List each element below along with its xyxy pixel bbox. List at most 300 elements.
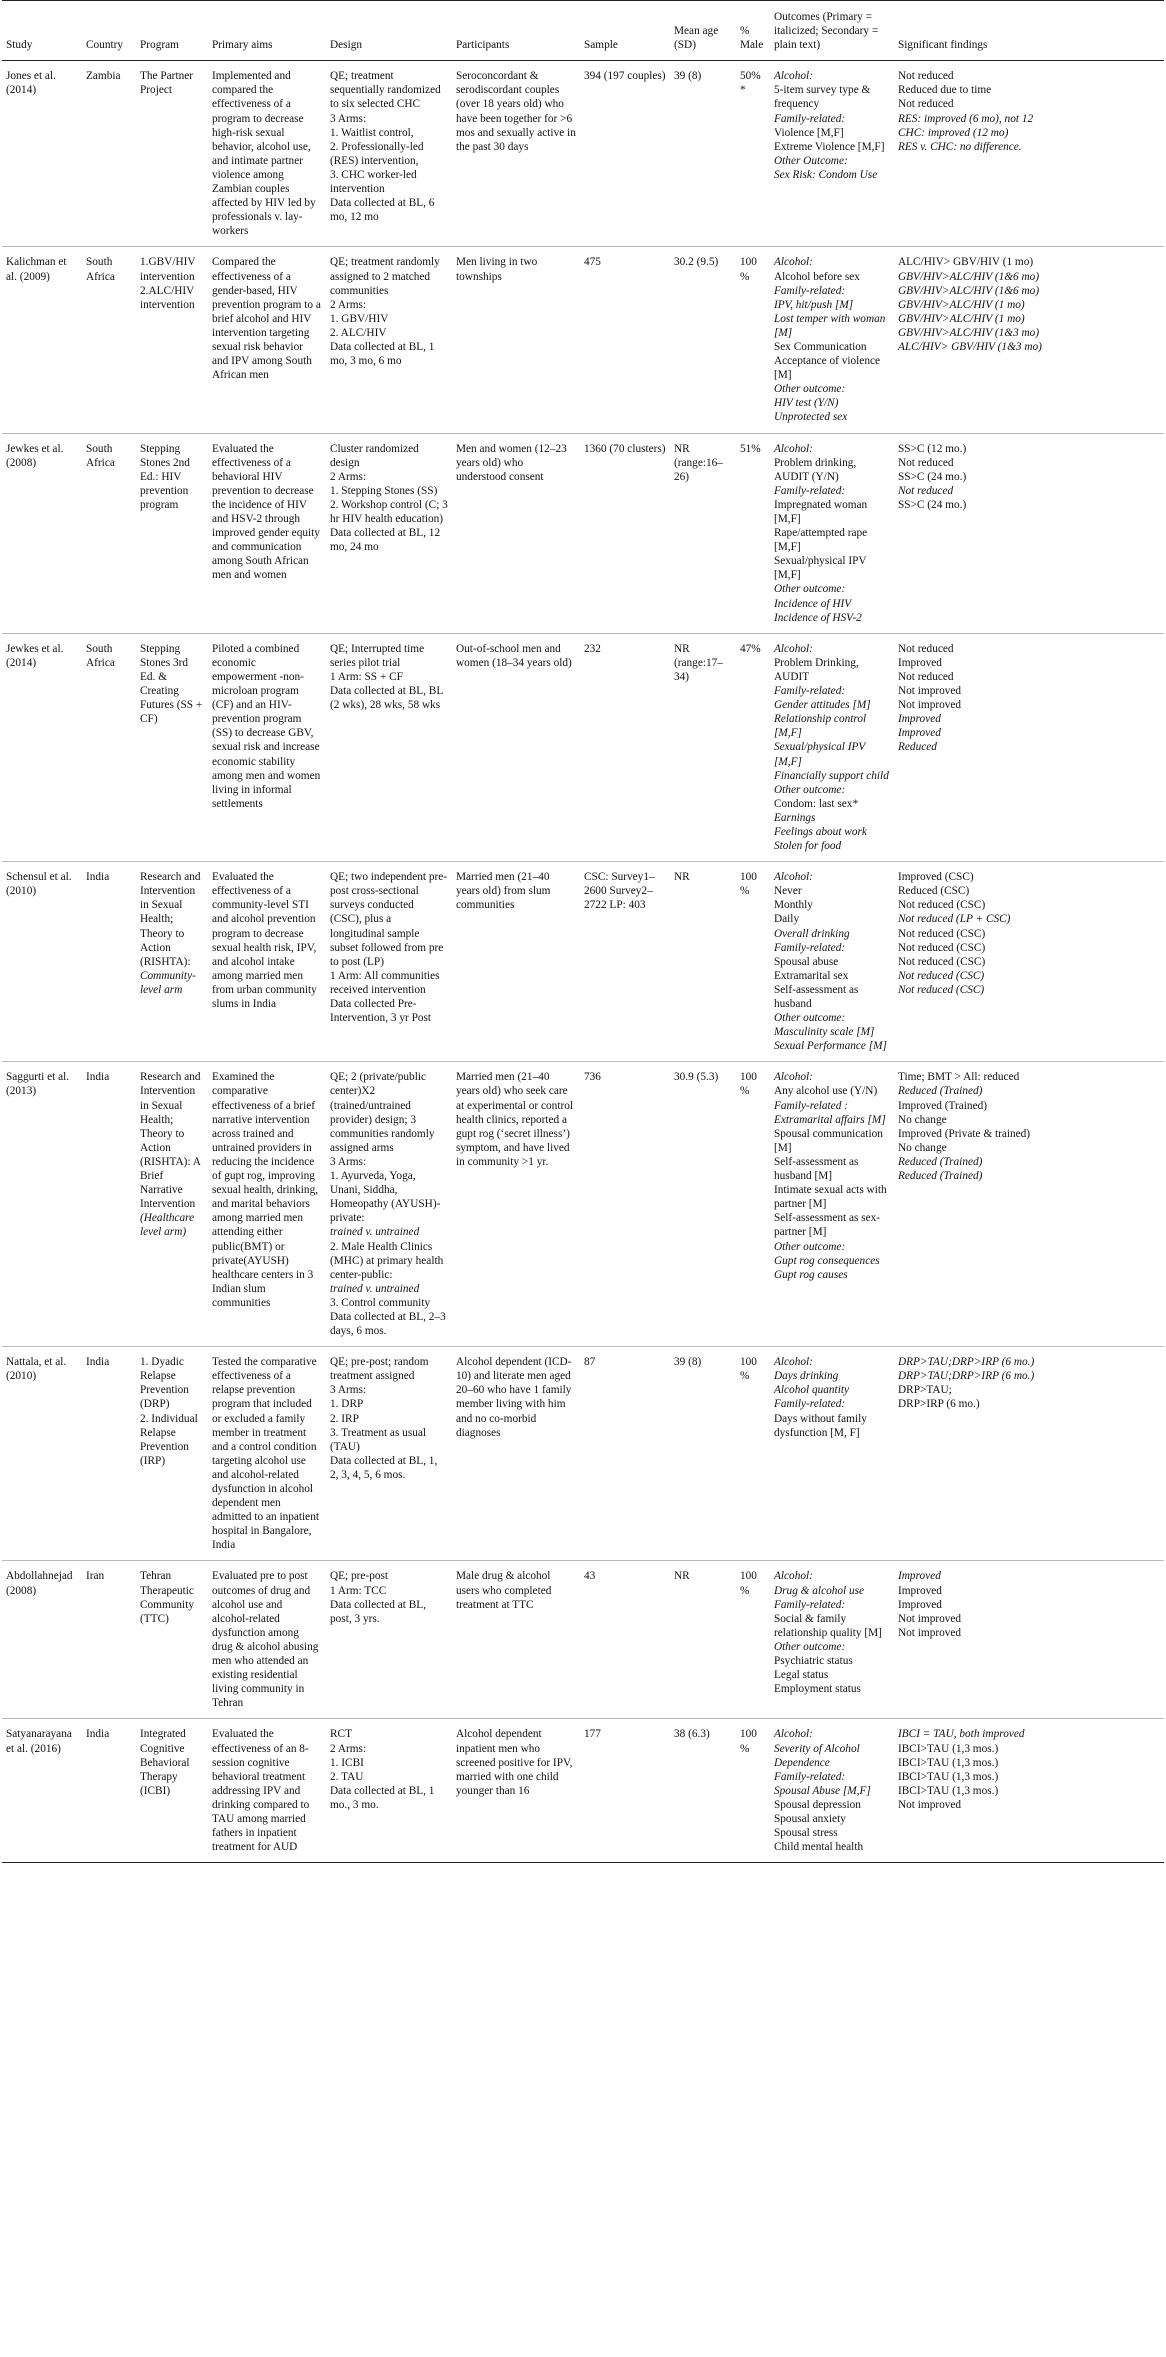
outcomes-line: Alcohol:: [774, 256, 813, 269]
cell-aims: Evaluated pre to post outcomes of drug and alcohol use and alcohol-related dysfunction among drug & alcohol abusing men who attended an existing residential living community in Tehran: [208, 1561, 326, 1719]
findings-line: RES v. CHC: no difference.: [898, 140, 1022, 153]
cell-design: [326, 1062, 452, 1347]
outcomes-line: Problem Drinking, AUDIT: [774, 656, 859, 683]
column-header-participants: Participants: [452, 1, 580, 61]
program-line: Research and Intervention in Sexual Health; Theory to Action (RISHTA): A Brief Narrative Intervention: [140, 1071, 201, 1211]
cell-outcomes: [770, 1719, 894, 1863]
design-line: 1. ICBI: [330, 1756, 364, 1769]
outcomes-line: Intimate sexual acts with partner [M]: [774, 1184, 887, 1211]
design-line: 3. CHC worker-led intervention: [330, 168, 417, 196]
cell-outcomes: [770, 1347, 894, 1561]
cell-findings: [894, 862, 1164, 1062]
outcomes-line: Social & family relationship quality [M]: [774, 1612, 882, 1639]
outcomes-line: Gupt rog consequences: [774, 1254, 880, 1267]
outcomes-line: Overall drinking: [774, 927, 850, 940]
program-line: Integrated Cognitive Behavioral Therapy (ICBI): [140, 1728, 190, 1797]
cell-program: [136, 1347, 208, 1561]
cell-design: [326, 61, 452, 247]
column-header-findings: Significant findings: [894, 1, 1164, 61]
findings-line: Reduced (Trained): [898, 1085, 983, 1098]
cell-study: Schensul et al. (2010): [2, 862, 82, 1062]
cell-age: NR (range:17–34): [670, 633, 736, 861]
findings-line: Improved: [898, 713, 941, 726]
design-line: QE; two independent pre- post cross-sectional surveys conducted (CSC), plus a longitudinal sample subset followed from pre to post (LP): [330, 871, 448, 968]
cell-study: Kalichman et al. (2009): [2, 247, 82, 433]
cell-sample: 177: [580, 1719, 670, 1863]
findings-line: Not reduced (CSC): [898, 955, 986, 968]
findings-line: RES: improved (6 mo), not 12: [898, 112, 1034, 125]
findings-line: ALC/HIV> GBV/HIV (1 mo): [898, 256, 1034, 269]
findings-line: Not reduced (CSC): [898, 983, 985, 996]
outcomes-line: Spousal anxiety: [774, 1812, 846, 1825]
design-line: Data collected Pre-Intervention, 3 yr Post: [330, 998, 432, 1025]
design-line: 1. Stepping Stones (SS): [330, 484, 438, 497]
design-line: 3. Control community: [330, 1296, 431, 1309]
design-line: 1. DRP: [330, 1398, 364, 1411]
program-line: Stepping Stones 3rd Ed. & Creating Futures (SS + CF): [140, 642, 203, 726]
cell-design: [326, 633, 452, 861]
design-line: 2. Male Health Clinics (MHC) at primary health center-public:: [330, 1240, 444, 1281]
cell-age: NR: [670, 1561, 736, 1719]
findings-line: Not reduced: [898, 670, 954, 683]
findings-line: Not improved: [898, 699, 962, 712]
cell-sample: 1360 (70 clusters): [580, 433, 670, 633]
design-line: 1. Waitlist control,: [330, 126, 414, 139]
studies-table: [2, 0, 1164, 1863]
findings-line: Not reduced (CSC): [898, 899, 986, 912]
findings-line: Not improved: [898, 685, 962, 698]
design-line: Cluster randomized design: [330, 442, 419, 469]
outcomes-line: Other outcome:: [774, 1012, 846, 1025]
outcomes-line: Other outcome:: [774, 1240, 846, 1253]
cell-country: South Africa: [82, 247, 136, 433]
outcomes-line: Monthly: [774, 899, 813, 912]
cell-program: [136, 433, 208, 633]
outcomes-line: Self-assessment as husband [M]: [774, 1155, 859, 1183]
cell-male: 100%: [736, 1561, 770, 1719]
program-line: 2. Individual Relapse Prevention (IRP): [140, 1412, 198, 1467]
program-line: The Partner Project: [140, 70, 194, 97]
design-line: 2 Arms:: [330, 298, 367, 311]
outcomes-line: Family-related:: [774, 284, 846, 297]
table-row: [2, 1062, 1164, 1347]
outcomes-line: Family-related:: [774, 685, 846, 698]
outcomes-line: Other outcome:: [774, 783, 846, 796]
cell-age: 39 (8): [670, 1347, 736, 1561]
findings-line: IBCI = TAU, both improved: [898, 1728, 1025, 1741]
outcomes-line: Financially support child: [774, 769, 889, 782]
cell-age: 30.2 (9.5): [670, 247, 736, 433]
findings-line: Not reduced (CSC): [898, 927, 986, 940]
outcomes-line: Spousal stress: [774, 1827, 838, 1840]
design-line: 3 Arms:: [330, 1155, 367, 1168]
outcomes-line: Drug & alcohol use: [774, 1584, 865, 1597]
findings-line: Not reduced (CSC): [898, 969, 985, 982]
design-line: QE; 2 (private/public center)X2 (trained/untrained provider) design; 3 communities randomly assigned arms: [330, 1071, 435, 1154]
design-line: Data collected at BL, BL (2 wks), 28 wks, 58 wks: [330, 685, 443, 712]
outcomes-line: 5-item survey type & frequency: [774, 84, 871, 111]
outcomes-line: Incidence of HIV: [774, 597, 852, 610]
cell-study: Abdollahnejad (2008): [2, 1561, 82, 1719]
cell-findings: [894, 1062, 1164, 1347]
cell-outcomes: [770, 247, 894, 433]
findings-line: SS>C (24 mo.): [898, 470, 967, 483]
design-line: Data collected at BL, 2–3 days, 6 mos.: [330, 1310, 446, 1338]
findings-line: SS>C (12 mo.): [898, 442, 967, 455]
outcomes-line: Sex Communication: [774, 340, 867, 353]
design-line: 1 Arm: All communities received intervention: [330, 969, 440, 996]
cell-participants: Alcohol dependent (ICD-10) and literate men aged 20–60 who have 1 family member living with him and no co-morbid diagnoses: [452, 1347, 580, 1561]
cell-findings: [894, 1719, 1164, 1863]
table-row: [2, 61, 1164, 247]
findings-line: Not reduced (LP + CSC): [898, 913, 1011, 926]
outcomes-line: Child mental health: [774, 1841, 864, 1854]
cell-program: [136, 633, 208, 861]
design-line: Data collected at BL, 12 mo, 24 mo: [330, 527, 441, 554]
findings-line: GBV/HIV>ALC/HIV (1 mo): [898, 312, 1025, 325]
outcomes-line: Alcohol before sex: [774, 270, 860, 283]
table-row: [2, 247, 1164, 433]
findings-line: GBV/HIV>ALC/HIV (1&6 mo): [898, 284, 1040, 297]
cell-findings: [894, 633, 1164, 861]
outcomes-line: Spousal communication [M]: [774, 1127, 883, 1154]
cell-program: [136, 61, 208, 247]
cell-design: [326, 1347, 452, 1561]
outcomes-line: Extramarital sex: [774, 969, 849, 982]
table-row: [2, 862, 1164, 1062]
design-line: 1. Ayurveda, Yoga, Unani, Siddha, Homeopathy (AYUSH)-private:: [330, 1170, 441, 1225]
findings-line: Not reduced: [898, 456, 954, 469]
findings-line: Not improved: [898, 1626, 962, 1639]
outcomes-line: Incidence of HSV-2: [774, 611, 862, 624]
cell-findings: [894, 1347, 1164, 1561]
cell-participants: Men living in two townships: [452, 247, 580, 433]
cell-age: NR (range:16–26): [670, 433, 736, 633]
findings-line: Not reduced: [898, 98, 954, 111]
outcomes-line: Extreme Violence [M,F]: [774, 140, 885, 153]
outcomes-line: Sexual/physical IPV [M,F]: [774, 741, 866, 768]
cell-findings: [894, 1561, 1164, 1719]
cell-male: 100%: [736, 862, 770, 1062]
cell-sample: 43: [580, 1561, 670, 1719]
column-header-male: % Male: [736, 1, 770, 61]
table-header: [2, 1, 1164, 61]
outcomes-line: Alcohol:: [774, 871, 813, 884]
design-line: QE; pre-post; random treatment assigned: [330, 1356, 429, 1383]
cell-study: Jewkes et al. (2014): [2, 633, 82, 861]
outcomes-line: Gupt rog causes: [774, 1268, 848, 1281]
program-line: Research and Intervention in Sexual Health; Theory to Action (RISHTA):: [140, 871, 201, 968]
cell-male: 100%: [736, 247, 770, 433]
findings-line: DRP>IRP (6 mo.): [898, 1398, 980, 1411]
cell-sample: CSC: Survey1–2600 Survey2–2722 LP: 403: [580, 862, 670, 1062]
cell-male: 100%: [736, 1719, 770, 1863]
design-line: 3 Arms:: [330, 112, 367, 125]
cell-design: [326, 862, 452, 1062]
outcomes-line: Alcohol:: [774, 642, 813, 655]
design-line: 1. GBV/HIV: [330, 312, 389, 325]
findings-line: Reduced (Trained): [898, 1155, 983, 1168]
findings-line: No change: [898, 1113, 947, 1126]
design-line: 3 Arms:: [330, 1384, 367, 1397]
findings-line: DRP>TAU;DRP>IRP (6 mo.): [898, 1370, 1035, 1383]
cell-program: [136, 1561, 208, 1719]
cell-country: South Africa: [82, 633, 136, 861]
findings-line: Not reduced: [898, 642, 954, 655]
cell-sample: 394 (197 couples): [580, 61, 670, 247]
outcomes-line: Family-related:: [774, 1398, 846, 1411]
design-line: RCT: [330, 1728, 352, 1741]
design-line: QE; Interrupted time series pilot trial: [330, 642, 425, 669]
findings-line: No change: [898, 1141, 947, 1154]
program-line: 1. Dyadic Relapse Prevention (DRP): [140, 1356, 189, 1411]
cell-aims: Examined the comparative effectiveness of a brief narrative intervention across trained and untrained providers in reducing the incidence of gupt rog, improving sexual health, drinking, and marital behaviors among married men attending either public(BMT) or private(AYUSH) healthcare centers in 3 Indian slum communities: [208, 1062, 326, 1347]
cell-aims: Tested the comparative effectiveness of a relapse prevention program that included or excluded a family member in treatment and a control condition targeting alcohol use and alcohol-related dysfunction in alcohol dependent men admitted to an inpatient hospital in Bangalore, India: [208, 1347, 326, 1561]
cell-male: 100%: [736, 1062, 770, 1347]
cell-study: Satyanarayana et al. (2016): [2, 1719, 82, 1863]
outcomes-line: Alcohol quantity: [774, 1384, 849, 1397]
outcomes-line: Family-related:: [774, 112, 846, 125]
cell-country: India: [82, 1719, 136, 1863]
findings-line: Reduced (Trained): [898, 1170, 983, 1183]
column-header-aims: Primary aims: [208, 1, 326, 61]
design-line: trained v. untrained: [330, 1226, 420, 1239]
outcomes-line: Extramarital affairs [M]: [774, 1113, 886, 1126]
outcomes-line: Alcohol:: [774, 442, 813, 455]
outcomes-line: Sexual/physical IPV [M,F]: [774, 555, 867, 582]
outcomes-line: Psychiatric status: [774, 1655, 853, 1668]
cell-program: [136, 1719, 208, 1863]
findings-line: IBCI>TAU (1,3 mos.): [898, 1770, 999, 1783]
design-line: QE; pre-post: [330, 1570, 389, 1583]
cell-outcomes: [770, 633, 894, 861]
outcomes-line: Alcohol:: [774, 1570, 813, 1583]
cell-outcomes: [770, 1561, 894, 1719]
findings-line: Not reduced (CSC): [898, 941, 986, 954]
outcomes-line: Self-assessment as sex-partner [M]: [774, 1212, 881, 1239]
cell-country: Zambia: [82, 61, 136, 247]
findings-line: GBV/HIV>ALC/HIV (1 mo): [898, 298, 1025, 311]
outcomes-line: Impregnated woman [M,F]: [774, 498, 868, 525]
outcomes-line: Self-assessment as husband: [774, 983, 859, 1010]
design-line: 1 Arm: TCC: [330, 1584, 387, 1597]
findings-line: Improved (Private & trained): [898, 1127, 1031, 1140]
findings-line: Improved: [898, 727, 941, 740]
findings-line: IBCI>TAU (1,3 mos.): [898, 1756, 999, 1769]
outcomes-line: Other outcome:: [774, 583, 846, 596]
cell-country: India: [82, 862, 136, 1062]
column-header-outcomes: Outcomes (Primary = italicized; Secondary = plain text): [770, 1, 894, 61]
outcomes-line: Days drinking: [774, 1370, 839, 1383]
column-header-program: Program: [136, 1, 208, 61]
cell-country: India: [82, 1347, 136, 1561]
design-line: 2 Arms:: [330, 1742, 367, 1755]
cell-country: South Africa: [82, 433, 136, 633]
outcomes-line: Family-related:: [774, 1770, 846, 1783]
outcomes-line: Any alcohol use (Y/N): [774, 1085, 878, 1098]
outcomes-line: Violence [M,F]: [774, 126, 844, 139]
outcomes-line: Masculinity scale [M]: [774, 1026, 875, 1039]
cell-age: NR: [670, 862, 736, 1062]
findings-line: Improved: [898, 1584, 942, 1597]
cell-study: Jones et al. (2014): [2, 61, 82, 247]
cell-participants: Married men (21–40 years old) who seek care at experimental or control health clinics, reported a gupt rog (‘secret illness’) symptom, and have lived in community >1 yr.: [452, 1062, 580, 1347]
findings-line: DRP>TAU;: [898, 1384, 952, 1397]
program-line: Community-level arm: [140, 969, 196, 996]
cell-participants: Seroconcordant & serodiscordant couples (over 18 years old) who have been together for >6 mos and sexually active in the past 30 days: [452, 61, 580, 247]
cell-aims: Evaluated the effectiveness of a behavioral HIV prevention to decrease the incidence of HIV and HSV-2 through improved gender equity and communication among South African men and women: [208, 433, 326, 633]
cell-sample: 475: [580, 247, 670, 433]
outcomes-line: Employment status: [774, 1683, 861, 1696]
cell-outcomes: [770, 61, 894, 247]
table-row: [2, 633, 1164, 861]
table-row: [2, 1719, 1164, 1863]
cell-age: 39 (8): [670, 61, 736, 247]
outcomes-line: Relationship control [M,F]: [774, 713, 867, 740]
findings-line: SS>C (24 mo.): [898, 498, 967, 511]
design-line: Data collected at BL, 1 mo., 3 mo.: [330, 1784, 435, 1811]
program-line: 2.ALC/HIV intervention: [140, 284, 195, 311]
design-line: Data collected at BL, 6 mo, 12 mo: [330, 197, 435, 224]
findings-line: Improved (CSC): [898, 871, 974, 884]
outcomes-line: Other outcome:: [774, 383, 846, 396]
column-header-design: Design: [326, 1, 452, 61]
outcomes-line: Rape/attempted rape [M,F]: [774, 527, 868, 554]
table-body: [2, 61, 1164, 1863]
cell-male: 100%: [736, 1347, 770, 1561]
cell-male: 50%*: [736, 61, 770, 247]
cell-program: [136, 1062, 208, 1347]
findings-line: Reduced: [898, 741, 937, 754]
table-row: [2, 1347, 1164, 1561]
cell-design: [326, 1561, 452, 1719]
cell-study: Jewkes et al. (2008): [2, 433, 82, 633]
outcomes-line: Alcohol:: [774, 70, 813, 83]
outcomes-line: Family-related :: [774, 1099, 848, 1112]
cell-age: 30.9 (5.3): [670, 1062, 736, 1347]
findings-line: Reduced due to time: [898, 84, 992, 97]
cell-aims: Evaluated the effectiveness of a community-level STI and alcohol prevention program to decrease sexual health risk, IPV, and alcohol intake among married men from urban community slums in India: [208, 862, 326, 1062]
design-line: Data collected at BL, post, 3 yrs.: [330, 1598, 426, 1625]
design-line: 3. Treatment as usual (TAU): [330, 1426, 427, 1453]
findings-line: Not improved: [898, 1612, 962, 1625]
cell-participants: Alcohol dependent inpatient men who screened positive for IPV, married with one child younger than 16: [452, 1719, 580, 1863]
outcomes-line: Other outcome:: [774, 1640, 846, 1653]
findings-line: GBV/HIV>ALC/HIV (1&3 mo): [898, 326, 1040, 339]
cell-aims: Evaluated the effectiveness of an 8-session cognitive behavioral treatment addressing IPV and drinking compared to TAU among married fathers in inpatient treatment for AUD: [208, 1719, 326, 1863]
table-row: [2, 1561, 1164, 1719]
table-row: [2, 433, 1164, 633]
findings-line: Not reduced: [898, 70, 954, 83]
program-line: Tehran Therapeutic Community (TTC): [140, 1570, 194, 1625]
cell-outcomes: [770, 1062, 894, 1347]
outcomes-line: IPV, hit/push [M]: [774, 298, 854, 311]
cell-male: 47%: [736, 633, 770, 861]
outcomes-line: Sexual Performance [M]: [774, 1040, 887, 1053]
design-line: Data collected at BL, 1 mo, 3 mo, 6 mo: [330, 340, 435, 368]
design-line: 2. IRP: [330, 1412, 359, 1425]
cell-sample: 736: [580, 1062, 670, 1347]
findings-line: Improved: [898, 1570, 941, 1583]
findings-line: DRP>TAU;DRP>IRP (6 mo.): [898, 1356, 1035, 1369]
column-header-study: Study: [2, 1, 82, 61]
cell-sample: 232: [580, 633, 670, 861]
outcomes-line: Never: [774, 885, 802, 898]
outcomes-line: Spousal Abuse [M,F]: [774, 1784, 871, 1797]
program-line: Stepping Stones 2nd Ed.: HIV prevention program: [140, 442, 190, 511]
outcomes-line: Days without family dysfunction [M, F]: [774, 1412, 867, 1439]
cell-country: Iran: [82, 1561, 136, 1719]
design-line: 1 Arm: SS + CF: [330, 670, 403, 683]
outcomes-line: Gender attitudes [M]: [774, 699, 871, 712]
cell-study: Saggurti et al. (2013): [2, 1062, 82, 1347]
cell-participants: Male drug & alcohol users who completed treatment at TTC: [452, 1561, 580, 1719]
outcomes-line: Family-related:: [774, 1598, 846, 1611]
outcomes-line: Problem drinking, AUDIT (Y/N): [774, 456, 857, 483]
column-header-sample: Sample: [580, 1, 670, 61]
column-header-age: Mean age (SD): [670, 1, 736, 61]
outcomes-line: Legal status: [774, 1669, 829, 1682]
outcomes-line: HIV test (Y/N): [774, 397, 839, 410]
cell-program: [136, 862, 208, 1062]
findings-line: CHC: improved (12 mo): [898, 126, 1009, 139]
cell-study: Nattala, et al. (2010): [2, 1347, 82, 1561]
findings-line: Improved: [898, 1598, 942, 1611]
outcomes-line: Daily: [774, 913, 800, 926]
cell-participants: Men and women (12–23 years old) who understood consent: [452, 433, 580, 633]
design-line: QE; treatment sequentially randomized to six selected CHC: [330, 70, 441, 111]
cell-design: [326, 1719, 452, 1863]
cell-aims: Implemented and compared the effectiveness of a program to decrease high-risk sexual behavior, alcohol use, and intimate partner violence among Zambian couples affected by HIV led by professionals v. lay-workers: [208, 61, 326, 247]
outcomes-line: Family-related:: [774, 484, 846, 497]
design-line: 2. ALC/HIV: [330, 326, 387, 339]
findings-line: Time; BMT > All: reduced: [898, 1071, 1020, 1084]
cell-outcomes: [770, 862, 894, 1062]
outcomes-line: Family-related:: [774, 941, 846, 954]
findings-line: Not improved: [898, 1798, 962, 1811]
program-line: (Healthcare level arm): [140, 1212, 195, 1239]
findings-line: Improved (Trained): [898, 1099, 987, 1112]
outcomes-line: Sex Risk: Condom Use: [774, 168, 878, 181]
outcomes-line: Alcohol:: [774, 1728, 813, 1741]
cell-outcomes: [770, 433, 894, 633]
cell-age: 38 (6.3): [670, 1719, 736, 1863]
outcomes-line: Spousal abuse: [774, 955, 839, 968]
design-line: trained v. untrained: [330, 1282, 420, 1295]
findings-line: ALC/HIV> GBV/HIV (1&3 mo): [898, 340, 1042, 353]
design-line: 2. Workshop control (C; 3 hr HIV health education): [330, 498, 448, 525]
cell-findings: [894, 61, 1164, 247]
outcomes-line: Stolen for food: [774, 840, 842, 853]
design-line: 2 Arms:: [330, 470, 367, 483]
cell-findings: [894, 247, 1164, 433]
outcomes-line: Condom: last sex*: [774, 797, 859, 810]
findings-line: Not reduced: [898, 484, 954, 497]
outcomes-line: Feelings about work: [774, 825, 867, 838]
cell-program: [136, 247, 208, 433]
cell-design: [326, 433, 452, 633]
findings-line: Reduced (CSC): [898, 885, 970, 898]
findings-line: GBV/HIV>ALC/HIV (1&6 mo): [898, 270, 1040, 283]
cell-design: [326, 247, 452, 433]
outcomes-line: Other Outcome:: [774, 154, 848, 167]
outcomes-line: Acceptance of violence [M]: [774, 355, 881, 382]
cell-aims: Piloted a combined economic empowerment -non-microloan program (CF) and an HIV-prevention program (SS) to decrease GBV, sexual risk and increase economic stability among men and women living in informal settlements: [208, 633, 326, 861]
outcomes-line: Alcohol:: [774, 1356, 813, 1369]
cell-aims: Compared the effectiveness of a gender-based, HIV prevention program to a brief alcohol and HIV intervention targeting sexual risk behavior and IPV among South African men: [208, 247, 326, 433]
findings-line: IBCI>TAU (1,3 mos.): [898, 1742, 999, 1755]
outcomes-line: Earnings: [774, 811, 816, 824]
